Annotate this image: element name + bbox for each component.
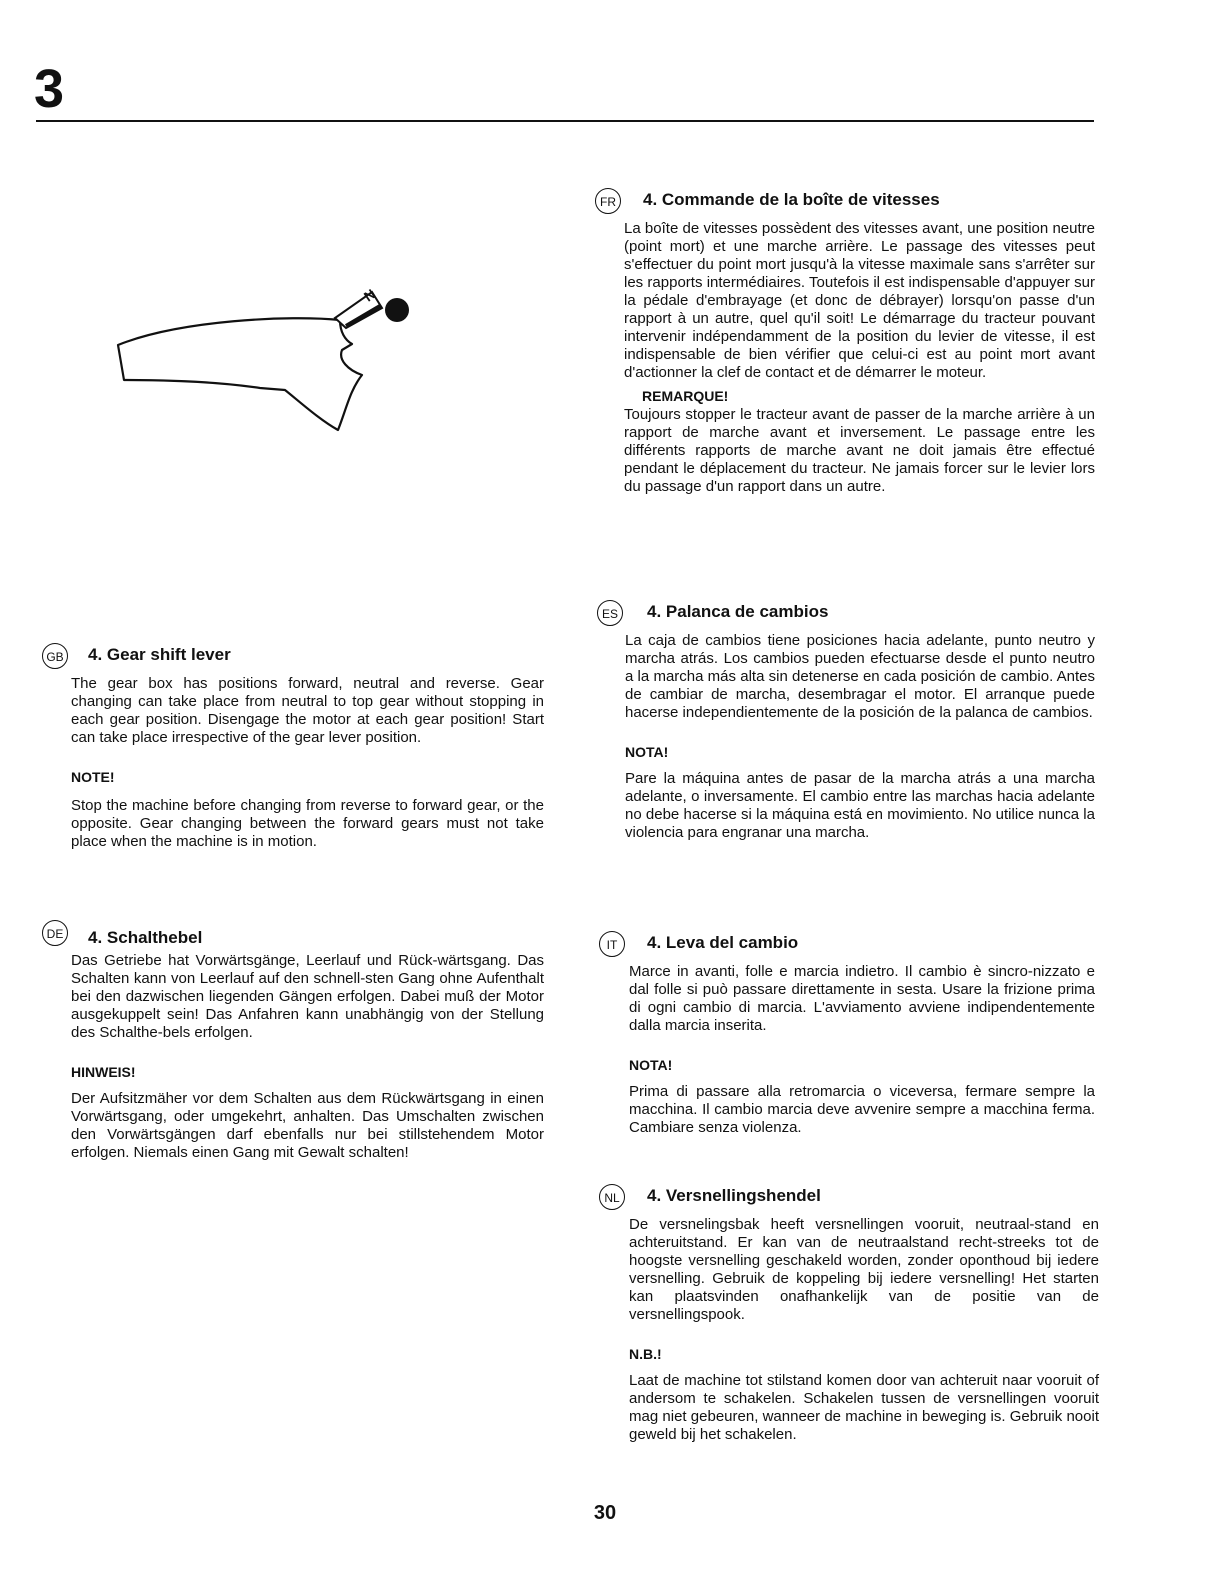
section-gb-title: 4. Gear shift lever [88, 645, 231, 664]
chapter-number: 3 [34, 59, 65, 119]
flag-es-icon: ES [597, 600, 623, 626]
section-fr [595, 190, 1095, 496]
section-nl-title: 4. Versnellingshendel [647, 1186, 821, 1205]
section-es-title: 4. Palanca de cambios [647, 602, 829, 621]
flag-it-icon: IT [599, 931, 625, 957]
section-it-body: Marce in avanti, folle e marcia indietro. Il cambio è sincro-nizzato e dal folle si può passare direttamente in sesta. Usare la frizione prima di ogni cambio di marcia. L'avviamento avviene indipendentemente dalla marcia inserita. [629, 963, 1095, 1034]
header-rule [36, 120, 1094, 122]
section-nl-body: De versnelingsbak heeft versnellingen vooruit, neutraal-stand en achteruitstand. Er kan van de neutraalstand recht-streeks tot de hoogste versnelling geschakeld worden, zonder oponthoud bij iedere versnelling. Gebruik de koppeling bij iedere versnelling! Het starten kan plaatsvinden onafhankelijk van de positie van de versnellingspook. [629, 1216, 1099, 1323]
section-de-note: Der Aufsitzmäher vor dem Schalten aus dem Rückwärtsgang in einen Vorwärtsgang, oder umgekehrt, anhalten. Das Umschalten zwischen den Vorwärtsgängen darf ebenfalls nur bei stillstehendem Motor erfolgen. Niemals einen Gang mit Gewalt schalten! [71, 1090, 544, 1161]
section-de-title: 4. Schalthebel [88, 928, 203, 947]
section-fr-title: 4. Commande de la boîte de vitesses [643, 190, 940, 209]
section-de [42, 922, 544, 1162]
section-nl-note-label: N.B.! [629, 1346, 662, 1362]
section-nl [597, 1186, 1099, 1444]
section-es-body: La caja de cambios tiene posiciones hacia adelante, punto neutro y marcha atrás. Los cambios pueden efectuarse desde el punto neutro a la marcha más alta sin detenerse en cada posición de cambio. Antes de cambiar de marcha, desembragar el motor. El arranque puede hacerse independientemente de la posición de la palanca de cambios. [625, 632, 1095, 721]
section-nl-note: Laat de machine tot stilstand komen door van achteruit naar vooruit of andersom te schakelen. Schakelen tussen de versnellingen vooruit mag niet gebeuren, wanneer de machine in beweging is. Gebruik nooit geweld bij het schakelen. [629, 1372, 1099, 1443]
section-de-body: Das Getriebe hat Vorwärtsgänge, Leerlauf und Rück-wärtsgang. Das Schalten kann von Leerlauf auf den schnell-sten Gang ohne Aufenthalt bei den dazwischen liegenden Gängen erfolgen. Dabei muß der Motor ausgekuppelt sein! Das Anfahren kann unabhängig von der Stellung des Schalthe-bels erfolgen. [71, 952, 544, 1041]
section-gb [42, 645, 544, 851]
section-fr-note-label: REMARQUE! [642, 388, 729, 404]
section-de-note-label: HINWEIS! [71, 1064, 136, 1080]
section-fr-body: La boîte de vitesses possèdent des vitesses avant, une position neutre (point mort) et une marche arrière. Le passage des vitesses peut s'effectuer du point mort jusqu'à la vitesse maximale sans s'arrêter sur les rapports intermédiaires. Toutefois il est indispensable d'appuyer sur la pédale d'embrayage (et donc de débrayer) lorsqu'on passe d'un rapport à un autre, quel qu'il soit! Le démarrage du tracteur pouvant intervenir indépendamment de la position du levier de vitesse, il est indispensable de bien vérifier que celui-ci est au point mort avant d'actionner la clef de contact et de démarrer le moteur. [624, 220, 1095, 381]
page-number: 30 [593, 1502, 617, 1524]
flag-nl-icon: NL [599, 1184, 625, 1210]
section-gb-note-label: NOTE! [71, 769, 115, 785]
section-it-title: 4. Leva del cambio [647, 933, 799, 952]
flag-de-icon: DE [42, 920, 68, 946]
section-it [597, 933, 1095, 1137]
flag-gb-icon: GB [42, 643, 68, 669]
section-gb-body: The gear box has positions forward, neutral and reverse. Gear changing can take place from neutral to top gear without stopping in each gear position. Disengage the motor at each gear position! Start can take place irrespective of the gear lever position. [71, 675, 544, 746]
section-fr-note: Toujours stopper le tracteur avant de passer de la marche arrière à un rapport de marche avant et inversement. Le passage entre les différents rapports de marche avant ne doit jamais être effectué pendant le déplacement du tracteur. Ne jamais forcer sur le levier lors du passage d'un rapport dans un autre. [624, 406, 1095, 495]
section-it-note-label: NOTA! [629, 1057, 673, 1073]
section-es [597, 602, 1095, 842]
flag-fr-icon: FR [595, 188, 621, 214]
section-es-note: Pare la máquina antes de pasar de la marcha atrás a una marcha adelante, o inversamente. El cambio entre las marchas hacia adelante no debe hacerse si la máquina está en movimiento. No utilice nunca la violencia para engranar una marcha. [625, 770, 1095, 841]
section-es-note-label: NOTA! [625, 744, 669, 760]
lever-label-n: N [360, 285, 379, 305]
section-it-note: Prima di passare alla retromarcia o viceversa, fermare sempre la macchina. Il cambio marcia deve avvenire sempre a macchina ferma. Cambiare senza violenza. [629, 1083, 1095, 1136]
section-gb-note: Stop the machine before changing from reverse to forward gear, or the opposite. Gear changing between the forward gears must not take place when the machine is in motion. [71, 797, 544, 850]
gear-shift-lever-icon [110, 270, 430, 440]
